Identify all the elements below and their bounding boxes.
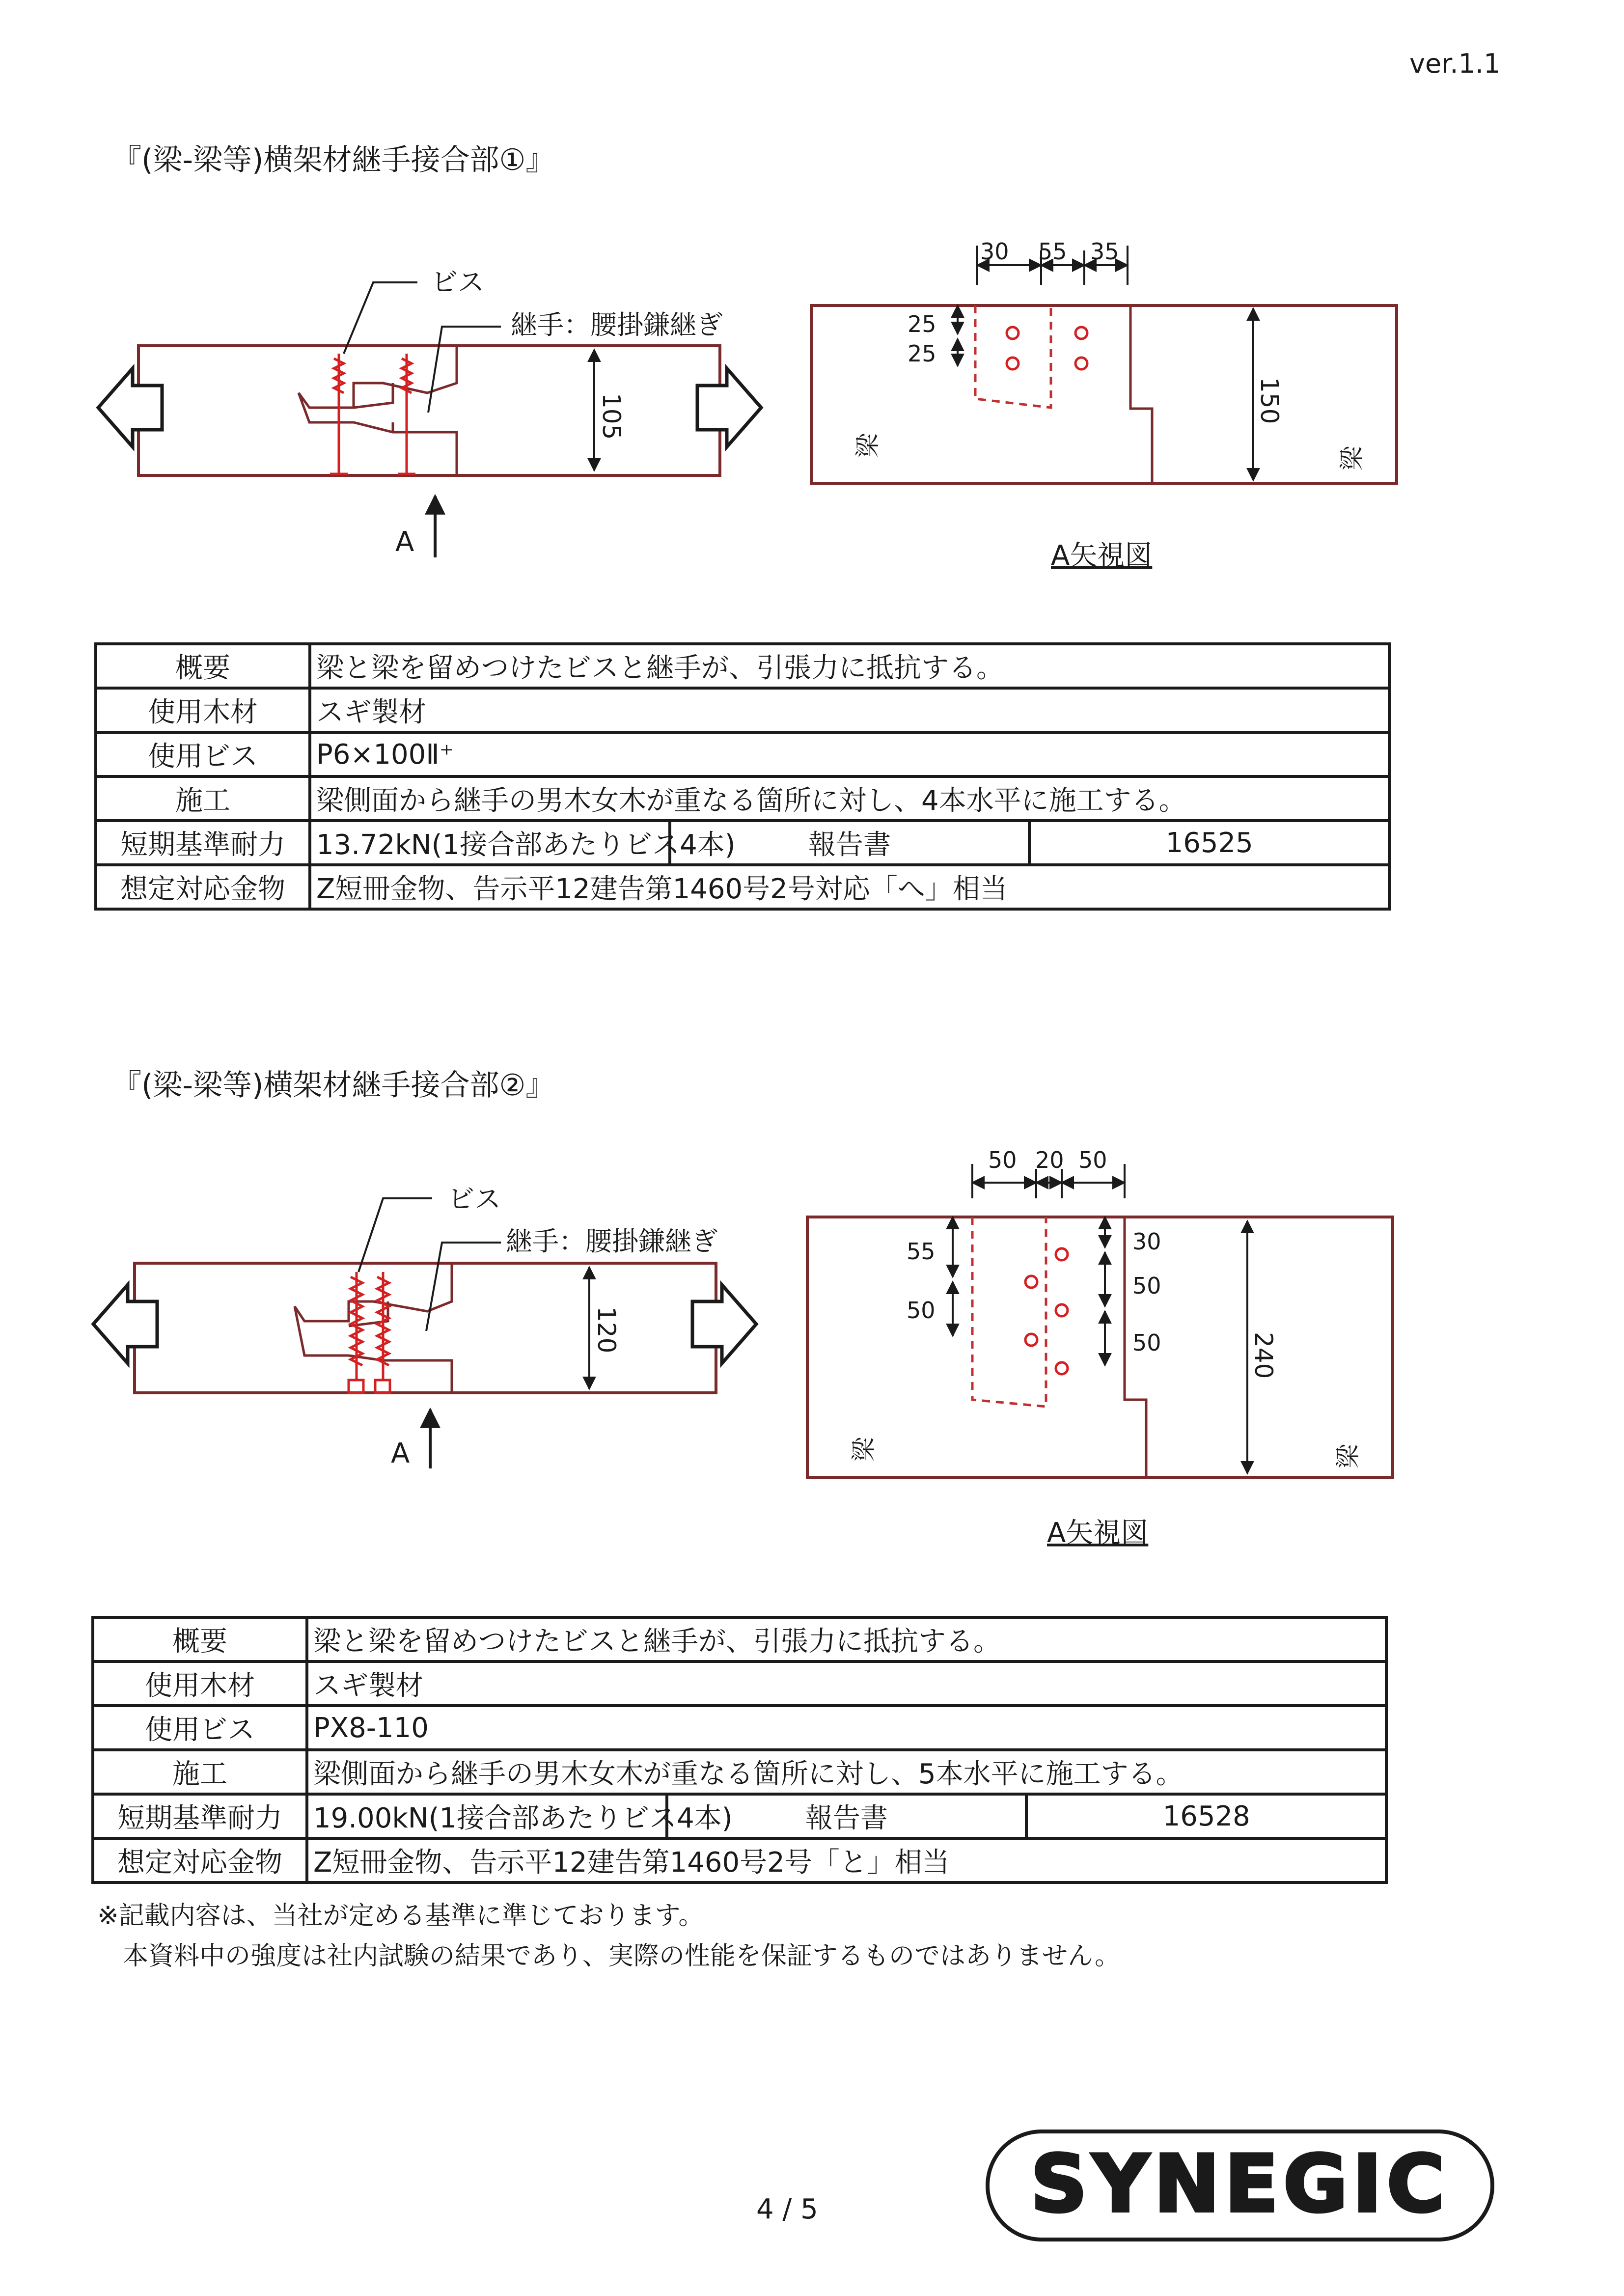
view-label: A矢視図 [1051, 540, 1153, 572]
footnote-1: ※記載内容は、当社が定める基準に準じております。 [97, 1901, 704, 1931]
table-row [93, 1794, 1386, 1838]
row-value: スギ製材 [310, 688, 1389, 732]
tension-arrow-right [697, 368, 761, 447]
height-dim: 105 [597, 393, 626, 440]
table-row [93, 1617, 1386, 1661]
table-row [96, 776, 1389, 821]
row-label: 使用木材 [96, 688, 310, 732]
row-label: 使用ビス [96, 732, 310, 776]
table-row [93, 1706, 1386, 1750]
left-dim-1: 55 [907, 1238, 936, 1265]
joint-diagram-1 [0, 0, 1624, 589]
top-dim-1: 50 [988, 1147, 1017, 1173]
beam-a-view [811, 305, 1397, 483]
left-dim-1: 25 [908, 311, 936, 337]
report-label: 報告書 [670, 821, 1030, 865]
height-dim: 120 [592, 1306, 621, 1354]
spec-table-2 [91, 1616, 1388, 1884]
view-arrow-label: A [395, 526, 414, 558]
screw-1 [349, 1272, 363, 1393]
report-label: 報告書 [667, 1794, 1027, 1838]
section-title-1: 『(梁-梁等)横架材継手接合部①』 [112, 143, 555, 177]
left-dim-2: 25 [908, 340, 936, 367]
row-value: 梁側面から継手の男木女木が重なる箇所に対し、4本水平に施工する。 [310, 776, 1389, 821]
joint-leader [428, 327, 501, 413]
row-label: 概要 [96, 644, 310, 688]
row-value: スギ製材 [307, 1661, 1386, 1706]
a-view-hidden-joint [972, 1217, 1046, 1407]
row-label: 短期基準耐力 [93, 1794, 307, 1838]
tension-arrow-left [93, 1285, 157, 1363]
right-dim-2: 50 [1132, 1272, 1161, 1299]
report-number: 16528 [1026, 1794, 1386, 1838]
screw-label: ビス [448, 1184, 501, 1215]
joint-profile [295, 1263, 452, 1393]
joint-profile [299, 346, 457, 475]
row-value: Z短冊金物、告示平12建告第1460号2号「と」相当 [307, 1838, 1386, 1882]
table-row [96, 644, 1389, 688]
row-value: 梁と梁を留めつけたビスと継手が、引張力に抵抗する。 [307, 1617, 1386, 1661]
right-dim-1: 30 [1132, 1228, 1161, 1255]
view-label: A矢視図 [1047, 1517, 1149, 1549]
spec-table-1 [94, 642, 1391, 911]
row-value: 梁と梁を留めつけたビスと継手が、引張力に抵抗する。 [310, 644, 1389, 688]
joint-label: 継手：腰掛鎌継ぎ [511, 309, 723, 340]
table-row [96, 865, 1389, 909]
joint-leader [426, 1243, 501, 1331]
row-label: 使用木材 [93, 1661, 307, 1706]
row-value: PX8-110 [307, 1706, 1386, 1750]
top-dim-3: 35 [1090, 238, 1119, 265]
footnote-2: 本資料中の強度は社内試験の結果であり、実際の性能を保証するものではありません。 [123, 1941, 1121, 1971]
table-row [96, 732, 1389, 776]
joint-label: 継手：腰掛鎌継ぎ [506, 1226, 718, 1257]
row-label: 短期基準耐力 [96, 821, 310, 865]
beam-right-label: 梁 [1338, 446, 1366, 470]
table-row [93, 1838, 1386, 1882]
beam-height: 150 [1255, 377, 1284, 424]
version-label: ver.1.1 [1409, 48, 1501, 79]
table-row [93, 1750, 1386, 1794]
synegic-logo [985, 2127, 1495, 2244]
top-dim-3: 50 [1078, 1147, 1107, 1173]
table-row [96, 688, 1389, 732]
table-row [96, 821, 1389, 865]
screw-holes-1 [1007, 327, 1087, 369]
beam-left-label: 梁 [850, 1437, 878, 1462]
beam-side-view [135, 1263, 716, 1393]
tension-arrow-right [692, 1285, 756, 1363]
beam-a-view [807, 1217, 1393, 1477]
row-value: P6×100Ⅱ⁺ [310, 732, 1389, 776]
screw-2 [375, 1272, 390, 1393]
left-dim-2: 50 [907, 1297, 936, 1324]
view-arrow-label: A [391, 1438, 410, 1469]
screw-label: ビス [431, 267, 484, 298]
beam-left-label: 梁 [853, 433, 882, 458]
row-value: 梁側面から継手の男木女木が重なる箇所に対し、5本水平に施工する。 [307, 1750, 1386, 1794]
row-label: 想定対応金物 [93, 1838, 307, 1882]
right-dim-3: 50 [1132, 1329, 1161, 1356]
screw-1 [330, 354, 348, 474]
top-dim-2: 20 [1035, 1147, 1064, 1173]
screw-leader [358, 1198, 432, 1272]
joint-diagram-2 [0, 1105, 1624, 1596]
table-row [93, 1661, 1386, 1706]
tension-arrow-left [98, 368, 162, 447]
section-title-2: 『(梁-梁等)横架材継手接合部②』 [112, 1068, 555, 1103]
screw-leader [344, 282, 417, 354]
report-number: 16525 [1029, 821, 1389, 865]
screw-2 [398, 354, 415, 474]
row-label: 概要 [93, 1617, 307, 1661]
row-value: 13.72kN(1接合部あたりビス4本) [310, 821, 670, 865]
row-label: 施工 [96, 776, 310, 821]
row-label: 想定対応金物 [96, 865, 310, 909]
logo-text: SYNEGIC [1030, 2138, 1450, 2230]
top-dim-2: 55 [1038, 238, 1067, 265]
page-number: 4 / 5 [756, 2193, 818, 2225]
beam-height: 240 [1249, 1332, 1278, 1379]
a-view-step [1130, 305, 1152, 483]
row-label: 使用ビス [93, 1706, 307, 1750]
row-value: Z短冊金物、告示平12建告第1460号2号対応「へ」相当 [310, 865, 1389, 909]
row-value: 19.00kN(1接合部あたりビス4本) [307, 1794, 667, 1838]
beam-right-label: 梁 [1334, 1444, 1362, 1468]
row-label: 施工 [93, 1750, 307, 1794]
top-dim-1: 30 [980, 238, 1009, 265]
